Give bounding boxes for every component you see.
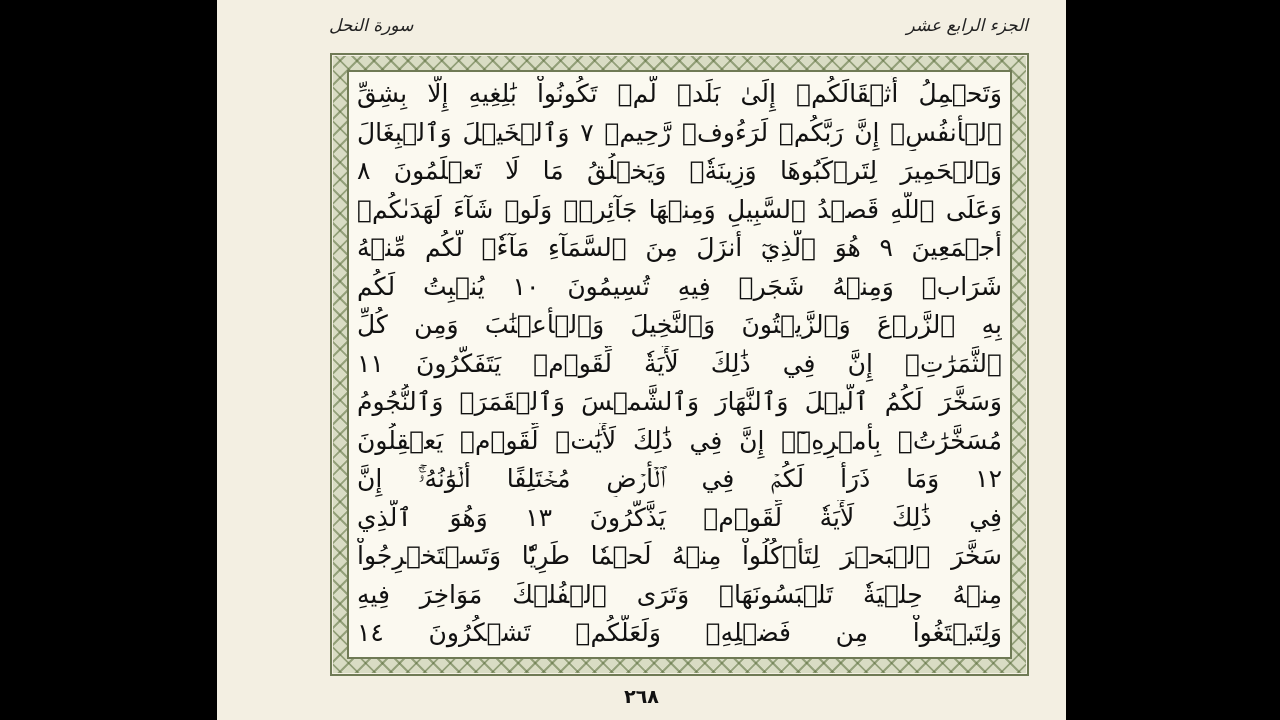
verse-line: وَٱلۡحَمِيرَ لِتَرۡكَبُوهَا وَزِينَةٗۚ وَيَخۡلُقُ مَا لَا تَعۡلَمُونَ ٨ — [357, 156, 1002, 185]
verse-line: سَخَّرَ ٱلۡبَحۡرَ لِتَأۡكُلُواْ مِنۡهُ لَحۡمٗا طَرِيّٗا وَتَسۡتَخۡرِجُواْ — [357, 541, 1002, 570]
verse-line: مُسَخَّرَٰتُۢ بِأَمۡرِهِۦٓۚ إِنَّ فِي ذَٰلِكَ لَأٓيَٰتٖ لِّقَوۡمٖ يَعۡقِلُونَ — [357, 425, 1002, 455]
verse-line: وَسَخَّرَ لَكُمُ ٱلَّيۡلَ وَٱلنَّهَارَ وَٱلشَّمۡسَ وَٱلۡقَمَرَۖ وَٱلنُّجُومُ — [357, 387, 1002, 416]
mushaf-page — [217, 0, 1066, 720]
verse-line: مِنۡهُ حِلۡيَةٗ تَلۡبَسُونَهَاۖ وَتَرَى ٱلۡفُلۡكَ مَوَاخِرَ فِيهِ — [357, 579, 1002, 609]
surah-header: سورة النحل — [329, 16, 414, 36]
verse-line: ٱلۡأَنفُسِۚ إِنَّ رَبَّكُمۡ لَرَءُوفٞ رَّحِيمٞ ٧ وَٱلۡخَيۡلَ وَٱلۡبِغَالَ — [357, 117, 1002, 147]
verse-line: وَتَحۡمِلُ أَثۡقَالَكُمۡ إِلَىٰ بَلَدٖ لَّمۡ تَكُونُواْ بَٰلِغِيهِ إِلَّا بِشِقِّ — [357, 79, 1002, 108]
verse-line: وَعَلَى ٱللَّهِ قَصۡدُ ٱلسَّبِيلِ وَمِنۡهَا جَآئِرٞۚ وَلَوۡ شَآءَ لَهَدَىٰكُمۡ — [357, 194, 1002, 224]
verse-line: فِي ذَٰلِكَ لَأٓيَةٗ لِّقَوۡمٖ يَذَّكَّرُونَ ١٣ وَهُوَ ٱلَّذِي — [357, 502, 1002, 532]
verse-line: بِهِ ٱلزَّرۡعَ وَٱلزَّيۡتُونَ وَٱلنَّخِيلَ وَٱلۡأَعۡنَٰبَ وَمِن كُلِّ — [357, 310, 1002, 339]
page-number: ٢٦٨ — [624, 686, 659, 708]
verse-line: وَلِتَبۡتَغُواْ مِن فَضۡلِهِۦ وَلَعَلَّكُمۡ تَشۡكُرُونَ ١٤ — [357, 618, 1002, 647]
verse-line: أَجۡمَعِينَ ٩ هُوَ ٱلَّذِيٓ أَنزَلَ مِنَ ٱلسَّمَآءِ مَآءٗۖ لَّكُم مِّنۡهُ — [357, 233, 1002, 262]
verse-line: ١٢ وَمَا ذَرَأَ لَكُمۡ فِي ٱلۡأَرۡضِ مُخۡتَلِفًا أَلۡوَٰنُهُۥٓۚ إِنَّ — [357, 464, 1002, 493]
verse-line: ٱلثَّمَرَٰتِۚ إِنَّ فِي ذَٰلِكَ لَأٓيَةٗ لِّقَوۡمٖ يَتَفَكَّرُونَ ١١ — [357, 348, 1002, 378]
juz-header: الجزء الرابع عشر — [906, 16, 1028, 36]
verse-text-area — [357, 76, 1002, 654]
verse-line: شَرَابٞ وَمِنۡهُ شَجَرٞ فِيهِ تُسِيمُونَ ١٠ يُنۢبِتُ لَكُم — [357, 271, 1002, 301]
